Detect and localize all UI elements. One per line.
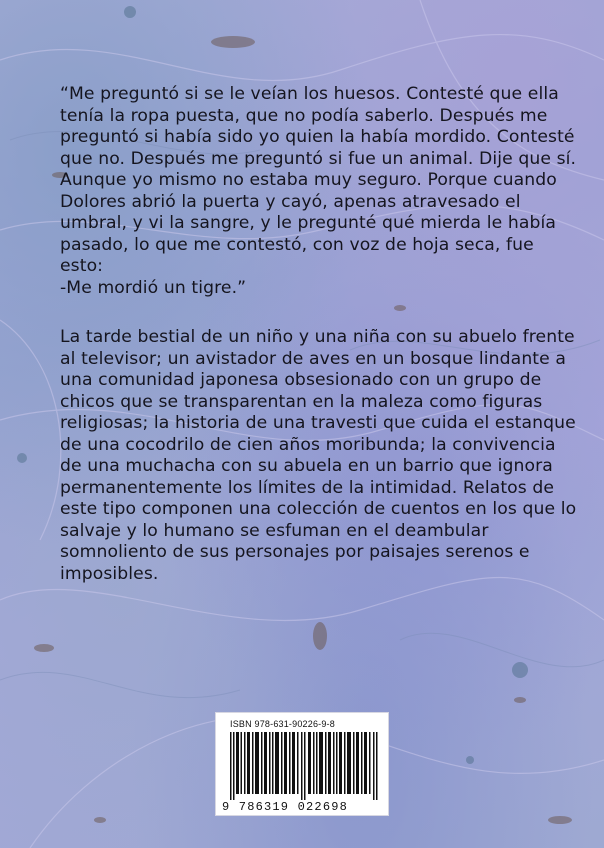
barcode-digits: 9 786319 022698	[222, 800, 349, 814]
book-summary-text: La tarde bestial de un niño y una niña con su abuelo frente al televisor; un avistador de aves en un bosque lindante a una comunidad japonesa obsesionado con un grupo de chicos que se transparentan en la maleza como figuras religiosas; la historia de una travesti que cuida el estanque de una cocodrilo de cien años moribunda; la convivencia de una muchacha con su abuela en un barrio que ignora permanentemente los límites de la intimidad. Relatos de este tipo componen una colección de cuentos en los que lo salvaje y lo humano se esfuman en el deambular somnoliento de sus personajes por paisajes serenos e imposibles.	[60, 327, 577, 584]
excerpt-quote-closing: -Me mordió un tigre.”	[60, 277, 247, 298]
book-summary	[60, 327, 580, 585]
back-cover-text	[60, 84, 580, 585]
isbn-barcode	[215, 712, 389, 816]
isbn-label: ISBN 978-631-90226-9-8	[230, 719, 335, 729]
excerpt-quote	[60, 84, 580, 299]
barcode-bars	[230, 732, 378, 800]
excerpt-quote-body: “Me preguntó si se le veían los huesos. Contesté que ella tenía la ropa puesta, que no podía saberlo. Después me preguntó si había sido yo quien la había mordido. Contesté que no. Después me preguntó si fue un animal. Dije que sí. Aunque yo mismo no estaba muy seguro. Porque cuando Dolores abrió la puerta y cayó, apenas atravesado el umbral, y vi la sangre, y le pregunté qué mierda le había pasado, lo que me contestó, con voz de hoja seca, fue esto:	[60, 84, 577, 276]
